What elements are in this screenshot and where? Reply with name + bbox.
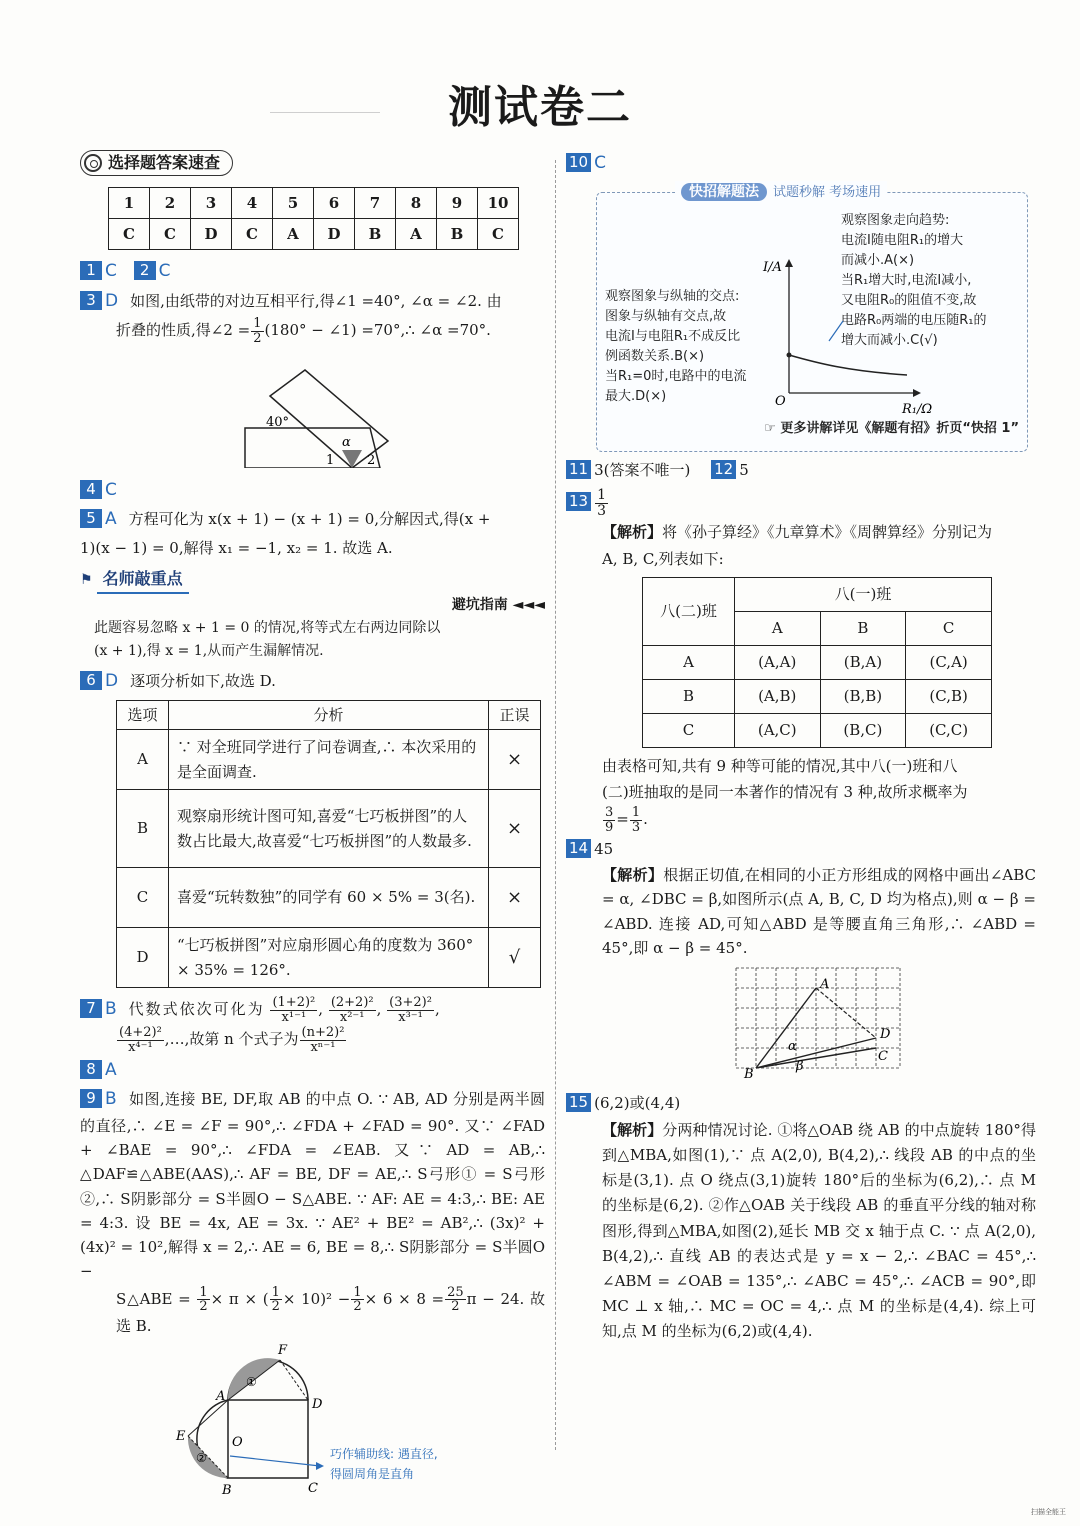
q13-final-fraction-1 <box>603 806 615 834</box>
note-line: 又电阻R₀的阻值不变,故 <box>841 293 977 309</box>
aux-note-1: 巧作辅助线: 遇直径, <box>330 1447 438 1462</box>
origin-label: O <box>775 393 786 409</box>
question-number: 9 <box>80 1089 102 1108</box>
question-number: 10 <box>566 153 591 172</box>
intercept-point <box>787 352 792 357</box>
right-column <box>566 150 1036 1344</box>
q9-fraction-1 <box>197 1286 209 1314</box>
table-header: 选项 <box>117 700 169 729</box>
question-answer: B <box>105 1089 117 1110</box>
fraction-denominator: x²⁻¹ <box>339 1009 365 1025</box>
question-10 <box>566 150 1036 178</box>
table-row <box>643 645 992 679</box>
q9-text: 如图,连接 BE, DF,取 AB 的中点 O. ∵ AB, AD 分别是两半圆的直径,∴ ∠E = ∠F = 90°,∴ ∠FDA + ∠FAD = 90°. 又∵ ∠FAD + ∠BAE = 90°,∴ ∠FDA = ∠EAB. 又∵ AD = AB,∴ △DAF≌△ABE(AAS),∴ AF = BE, DF = AE,∴ S弓形① = S弓形②,∴ S阴影部分 = S半圆O − S△ABE. ∵ AF: AE = 4:3,∴ BE: AE = 4:3. 设 BE = 4x, AE = 3x. ∵ AE² + BE² = AB²,∴ (3x)² + (4x)² = 10²,解得 x = 2,∴ AE = 6, BE = 8,∴ S阴影部分 = S半圆O − <box>80 1090 545 1281</box>
table-header: 分析 <box>169 700 489 729</box>
y-axis-label: I/A <box>763 259 782 275</box>
question-answer: C <box>594 153 606 173</box>
question-answer: A <box>105 1059 117 1080</box>
fraction-numerator: 3 <box>605 805 614 821</box>
table-cell: (B,C) <box>820 713 906 747</box>
answer-key-answer: C <box>478 219 519 250</box>
label-B: B <box>744 1067 754 1083</box>
arrow-head <box>316 1462 324 1470</box>
option-cell: A <box>117 730 169 790</box>
question-number: 12 <box>711 460 736 479</box>
question-answer: D <box>105 671 119 692</box>
current-resistance-graph <box>597 193 1029 453</box>
label-B: B <box>222 1483 232 1499</box>
label-alpha: α <box>342 434 351 450</box>
aux-note-2: 得圆周角是直角 <box>330 1467 415 1482</box>
table-cell: (B,A) <box>820 645 906 679</box>
fraction-numerator: 1 <box>199 1284 208 1300</box>
q3-text-line1: 如图,由纸带的对边互相平行,得∠1 =40°, ∠α = ∠2. 由 <box>130 291 502 310</box>
table-row-header: A <box>643 645 735 679</box>
table-row-header: C <box>643 713 735 747</box>
q7-fraction-5 <box>300 1026 347 1054</box>
label-beta: β <box>796 1059 804 1075</box>
answer-key-number-row <box>109 188 519 219</box>
fraction-denominator: 3 <box>597 502 607 519</box>
question-number: 7 <box>80 999 102 1018</box>
table-cell: (C,C) <box>906 713 992 747</box>
fraction-denominator: 2 <box>199 1299 208 1315</box>
analysis-cell: “七巧板拼图”对应扇形圆心角的度数为 360° × 35% = 126°. <box>169 928 489 988</box>
q13-final-fraction-2 <box>630 806 642 834</box>
q9-last-e: π − 24. 故选 B. <box>116 1289 546 1336</box>
teacher-tip <box>80 566 545 662</box>
question-answer: B <box>105 999 117 1020</box>
q7-fraction-2 <box>329 996 376 1024</box>
line-fd <box>280 1360 308 1400</box>
q3-text-line2b: (180° − ∠1) =70°,∴ ∠α =70°. <box>264 321 491 340</box>
question-9 <box>80 1086 545 1505</box>
table-row <box>117 730 541 790</box>
question-answer: A <box>105 509 117 530</box>
label-alpha: α <box>788 1039 797 1055</box>
question-13 <box>566 488 1036 835</box>
question-number: 14 <box>566 839 591 858</box>
answer-key-answer: B <box>437 219 478 250</box>
note-line: 当R₁=0时,电路中的电流 <box>605 369 747 385</box>
label-D: D <box>880 1027 891 1043</box>
table-row <box>643 713 992 747</box>
column-divider <box>555 160 556 1450</box>
tip-line1: 此题容易忽略 x + 1 = 0 的情况,将等式左右两边同除以 <box>94 619 441 636</box>
fraction-numerator: 25 <box>447 1284 464 1300</box>
scanner-watermark: 扫描全能王 <box>1031 1507 1066 1516</box>
fraction-numerator: 1 <box>271 1284 280 1300</box>
note-line: 图象与纵轴有交点,故 <box>605 308 727 324</box>
label-A: A <box>820 977 830 993</box>
tip-title-label: 名师敲重点 <box>97 566 189 594</box>
mark-cell: × <box>489 790 541 868</box>
answer-key-answer: C <box>109 219 150 250</box>
q15-text: 分两种情况讨论. ①将△OAB 绕 AB 的中点旋转 180°得到△MBA,如图(1),∵ 点 A(2,0), B(4,2),∴ 线段 AB 的中点的坐标是(3,1). 点 O 绕点(3,1)旋转 180°后的坐标为(6,2),∴ 点 M 的坐标是(6,2). ②作△OAB 关于线段 AB 的垂直平分线的轴对称图形,得到△MBA,如图(2),延长 MB 交 x 轴于点 C. ∵ 点 A(2,0), B(4,2),∴ 直线 AB 的表达式是 y = x − 2,∴ ∠BAC = 45°,∴ ∠ABM = ∠OAB = 135°,∴ ∠ABC = 45°,∴ ∠ACB = 90°,即 MC ⊥ x 轴,∴ MC = OC = 4,∴ 点 M 的坐标是(4,4). 综上可知,点 M 的坐标为(6,2)或(4,4). <box>602 1120 1036 1341</box>
quick-method-title: 快招解题法 <box>681 183 767 201</box>
analysis-cell: 喜爱“玩转数独”的同学有 60 × 5% = 3(名). <box>169 868 489 928</box>
note-line: 例函数关系.B(×) <box>605 348 705 364</box>
question-answer: 3(答案不唯一) <box>594 460 691 479</box>
fraction-denominator: 2 <box>451 1299 460 1315</box>
question-14 <box>566 837 1036 1090</box>
table-cell: (A,C) <box>735 713 821 747</box>
fraction-numerator: (4+2)² <box>119 1025 162 1041</box>
answer-key-number: 2 <box>150 188 191 219</box>
mark-cell: × <box>489 868 541 928</box>
q9-fraction-2 <box>270 1286 282 1314</box>
table-row <box>117 790 541 868</box>
fraction-numerator: 1 <box>253 316 262 332</box>
option-cell: B <box>117 790 169 868</box>
label-D: D <box>312 1397 323 1413</box>
fraction-denominator: 2 <box>271 1299 280 1315</box>
section-header-label: 选择题答案速查 <box>108 153 221 173</box>
q7-fraction-1 <box>270 996 317 1024</box>
option-cell: C <box>117 868 169 928</box>
q9-last-a: S△ABE = <box>116 1289 191 1308</box>
shaded-segment-2 <box>188 1436 228 1478</box>
q13-after1: 由表格可知,共有 9 种等可能的情况,其中八(一)班和八 <box>602 756 958 775</box>
answer-key-number: 4 <box>232 188 273 219</box>
answer-key-answer: C <box>150 219 191 250</box>
question-7: 7 B 代数式依次可化为 $\frac{\text{(1+2)²}}{\text{x¹⁻¹}}$ , $\frac{\text{(2+2)²}}{\text{x²⁻¹}}$ , $\frac{\text{(3+2)²}}{\text{x³⁻¹}}$ , $\frac{\text{(4+2)²}}{\text{x⁴⁻¹}}$ ,…,故第 n 个式子为 $\frac{\text{(n+2)²}}{\text{xⁿ⁻¹}}$ <box>80 996 545 1055</box>
grid-figure <box>566 964 1036 1082</box>
question-number: 1 <box>80 261 102 280</box>
angle-2-shade <box>342 450 362 468</box>
note-line: 观察图象与纵轴的交点: <box>605 288 740 304</box>
option-cell: D <box>117 928 169 988</box>
question-number: 2 <box>134 261 156 280</box>
answer-key-answer: A <box>273 219 314 250</box>
semicircle-figure <box>80 1338 545 1498</box>
table-cell: (B,B) <box>820 679 906 713</box>
analysis-label: 【解析】 <box>602 865 664 884</box>
answer-key-answer: B <box>355 219 396 250</box>
q13-after2: (二)班抽取的是同一本著作的情况有 3 种,故所求概率为 <box>602 783 968 802</box>
table-row <box>117 928 541 988</box>
quick-method-footer: ☞ 更多讲解详见《解题有招》折页“快招 1” <box>764 420 1019 436</box>
note-line: 电流I与电阻R₁不成反比 <box>605 328 741 344</box>
mark-cell: × <box>489 730 541 790</box>
question-number: 6 <box>80 671 102 690</box>
fraction-numerator: 1 <box>597 486 607 503</box>
answer-key-answer: C <box>232 219 273 250</box>
question-number: 5 <box>80 509 102 528</box>
tip-guide: 避坑指南 ◄◄◄ <box>451 597 545 614</box>
auxiliary-arrow <box>230 1456 320 1466</box>
q9-last-c: × 10)² − <box>282 1289 351 1308</box>
question-number: 11 <box>566 460 591 479</box>
teacher-icon: ⚑ <box>80 571 93 588</box>
section-header <box>80 150 233 176</box>
page-title: 测试卷二 <box>448 82 632 133</box>
q7-fraction-4 <box>117 1026 164 1054</box>
table-row <box>117 868 541 928</box>
target-icon <box>84 154 102 172</box>
table-row-header: B <box>643 679 735 713</box>
question-answer: C <box>105 261 117 282</box>
quick-method-box <box>596 183 1028 452</box>
note-line: 电流I随电阻R₁的增大 <box>841 232 964 248</box>
fraction-denominator: 2 <box>253 331 262 346</box>
label-C: C <box>878 1049 888 1065</box>
table-corner: 八(二)班 <box>643 577 735 645</box>
answer-key-number: 6 <box>314 188 355 219</box>
question-answer: 45 <box>594 839 614 858</box>
line-ae <box>188 1400 228 1436</box>
answer-key-number: 9 <box>437 188 478 219</box>
table-cell: (C,B) <box>906 679 992 713</box>
answer-key-number: 1 <box>109 188 150 219</box>
q9-last-d: × 6 × 8 = <box>364 1289 445 1308</box>
label-circle-1: ① <box>246 1375 257 1390</box>
label-circle-2: ② <box>196 1451 207 1466</box>
q9-fraction-4 <box>445 1286 466 1314</box>
table-top-header: 八(一)班 <box>735 577 992 611</box>
label-1: 1 <box>326 452 335 468</box>
question-15 <box>566 1091 1036 1344</box>
analysis-label: 【解析】 <box>602 523 663 542</box>
table-row <box>643 679 992 713</box>
question-answer: C <box>105 479 117 500</box>
fraction-numerator: 1 <box>353 1284 362 1300</box>
question-answer: 5 <box>739 460 749 479</box>
fraction-numerator: (n+2)² <box>301 1025 345 1041</box>
label-40: 40° <box>266 414 290 430</box>
table-header-row <box>117 700 541 729</box>
q14-text: 根据正切值,在相同的小正方形组成的网格中画出∠ABC = α, ∠DBC = β,如图所示(点 A, B, C, D 均为格点),则 α − β = ∠ABD. 连接 AD,可知△ABD 是等腰直角三角形,∴ ∠ABD = 45°,即 α − β = 45°. <box>602 865 1036 957</box>
label-C: C <box>308 1481 318 1497</box>
fraction-denominator: 2 <box>353 1299 362 1315</box>
q13-line2: A, B, C,列表如下: <box>602 549 724 568</box>
tip-line2: (x + 1),得 x = 1,从而产生漏解情况. <box>94 642 324 659</box>
q13-answer-fraction <box>595 488 608 518</box>
fraction-numerator: (1+2)² <box>272 995 316 1011</box>
question-5 <box>80 506 545 560</box>
q7-fraction-3 <box>387 996 434 1024</box>
left-column <box>80 150 545 1506</box>
q3-fraction <box>251 317 263 345</box>
q9-last-b: × π × ( <box>210 1289 269 1308</box>
note-line: 观察图象走向趋势: <box>841 212 950 228</box>
label-E: E <box>176 1429 186 1445</box>
fraction-numerator: 1 <box>631 805 641 821</box>
answer-key-number: 5 <box>273 188 314 219</box>
fraction-denominator: 3 <box>631 820 641 836</box>
period: . <box>643 810 648 829</box>
q9-fraction-3 <box>351 1286 363 1314</box>
note-line: 当R₁增大时,电流I减小, <box>841 272 972 288</box>
q7-mid: ,…,故第 n 个式子为 <box>164 1030 299 1049</box>
y-axis-arrow <box>785 259 793 267</box>
line-AD <box>816 988 876 1038</box>
fraction-denominator: xⁿ⁻¹ <box>310 1039 336 1055</box>
question-4 <box>80 477 545 505</box>
q7-prefix: 代数式依次可化为 <box>128 1000 265 1019</box>
mark-cell: √ <box>489 928 541 988</box>
title-underline <box>270 112 380 113</box>
fraction-numerator: (3+2)² <box>389 995 432 1011</box>
curve <box>789 355 907 375</box>
answer-key-number: 3 <box>191 188 232 219</box>
q6-intro: 逐项分析如下,故选 D. <box>130 672 276 691</box>
fraction-denominator: x¹⁻¹ <box>281 1009 307 1025</box>
answer-key-answer: D <box>191 219 232 250</box>
pointer-right <box>829 321 843 341</box>
fraction-numerator: (2+2)² <box>330 995 374 1011</box>
label-F: F <box>278 1343 288 1359</box>
answer-key-answer: D <box>314 219 355 250</box>
table-header: B <box>820 611 906 645</box>
answer-key-answer: A <box>396 219 437 250</box>
label-A: A <box>216 1389 226 1405</box>
question-answer: (6,2)或(4,4) <box>594 1094 681 1113</box>
fraction-denominator: x⁴⁻¹ <box>128 1039 153 1055</box>
question-answer: D <box>105 290 119 311</box>
q6-analysis-table <box>116 700 541 988</box>
table-header: A <box>735 611 821 645</box>
label-O: O <box>232 1435 243 1451</box>
equals-sign: = <box>616 810 629 829</box>
question-number: 3 <box>80 291 102 310</box>
table-cell: (A,B) <box>735 679 821 713</box>
quick-method-footer-text: 更多讲解详见《解题有招》折页“快招 1” <box>780 420 1019 436</box>
answer-key-number: 10 <box>478 188 519 219</box>
question-6 <box>80 668 545 988</box>
quick-method-subtitle: 试题秒解 考场速用 <box>773 184 882 200</box>
question-number: 8 <box>80 1060 102 1079</box>
fraction-denominator: 9 <box>605 820 614 836</box>
label-2: 2 <box>367 452 376 468</box>
question-3 <box>80 288 545 475</box>
note-line: 电路R₀两端的电压随R₁的 <box>841 313 987 329</box>
answer-key-table <box>108 187 519 250</box>
note-line: 而减小.A(×) <box>841 252 915 268</box>
table-header-row <box>643 577 992 611</box>
x-axis-label: R₁/Ω <box>902 401 933 417</box>
answer-key-number: 7 <box>355 188 396 219</box>
folded-strip-figure <box>80 346 545 468</box>
table-header: C <box>906 611 992 645</box>
question-answer: C <box>158 261 171 282</box>
table-cell: (C,A) <box>906 645 992 679</box>
table-cell: (A,A) <box>735 645 821 679</box>
q5-text-line1: 方程可化为 x(x + 1) − (x + 1) = 0,分解因式,得(x + <box>128 510 491 529</box>
x-axis-arrow <box>913 389 921 397</box>
note-line: 最大.D(×) <box>605 389 667 405</box>
q5-text-line2: 1)(x − 1) = 0,解得 x₁ = −1, x₂ = 1. 故选 A. <box>80 539 393 557</box>
fraction-denominator: x³⁻¹ <box>398 1009 423 1025</box>
answer-key-number: 8 <box>396 188 437 219</box>
analysis-label: 【解析】 <box>602 1120 663 1139</box>
tip-title <box>80 566 189 594</box>
question-number: 15 <box>566 1093 591 1112</box>
question-number: 4 <box>80 480 102 499</box>
q13-line1: 将《孙子算经》《九章算术》《周髀算经》分别记为 <box>662 523 993 542</box>
table-header: 正误 <box>489 700 541 729</box>
question-1-2 <box>80 258 545 286</box>
q13-outcome-table <box>642 577 992 748</box>
note-line: 增大而减小.C(√) <box>841 333 938 349</box>
answer-key-answer-row <box>109 219 519 250</box>
analysis-cell: ∵ 对全班同学进行了问卷调查,∴ 本次采用的是全面调查. <box>169 730 489 790</box>
question-number: 13 <box>566 492 591 511</box>
question-8 <box>80 1057 545 1085</box>
q3-text-line2a: 折叠的性质,得∠2 = <box>116 321 251 340</box>
question-11-12 <box>566 458 1036 482</box>
analysis-cell: 观察扇形统计图可知,喜爱“七巧板拼图”的人数占比最大,故喜爱“七巧板拼图”的人数最多. <box>169 790 489 868</box>
